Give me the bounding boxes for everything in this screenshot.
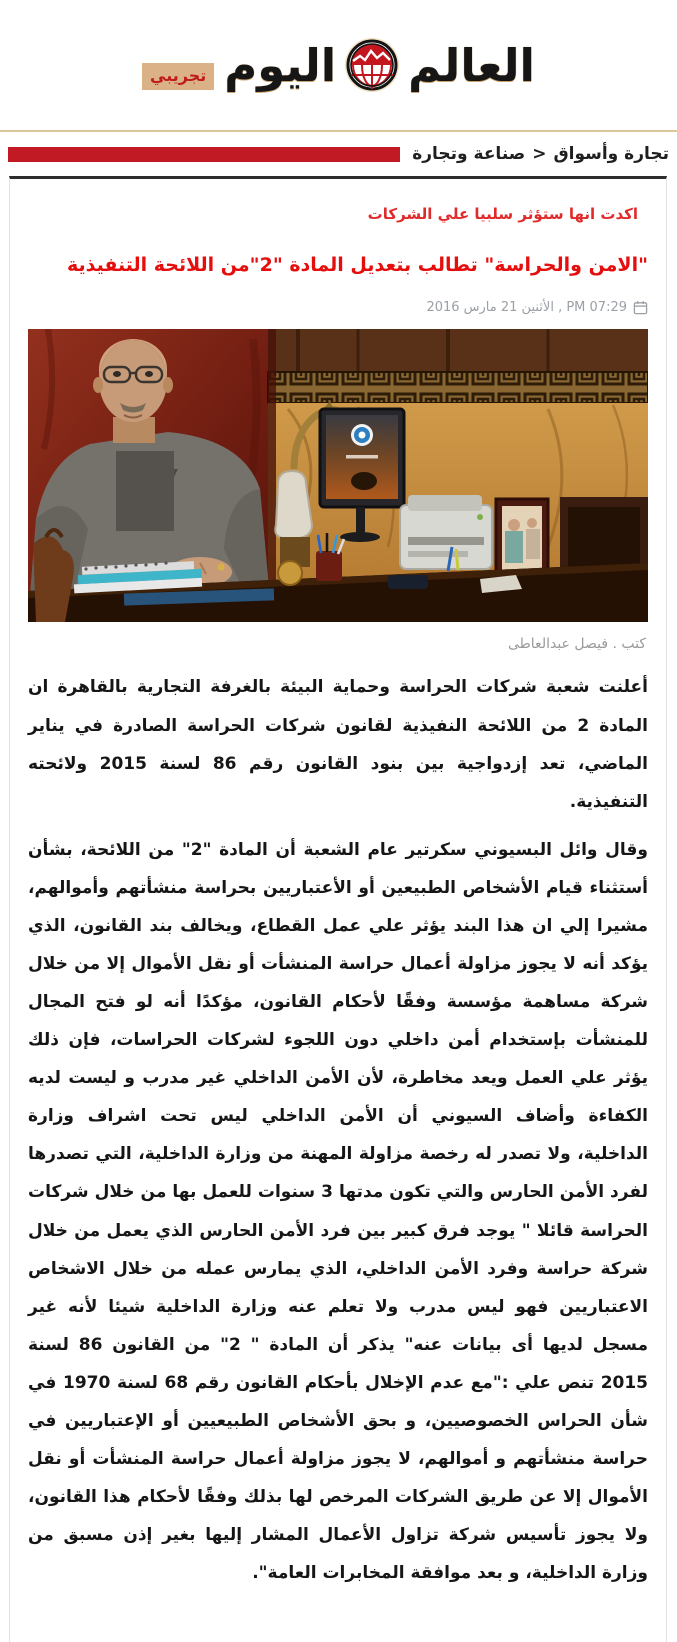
breadcrumb-parent[interactable]: تجارة وأسواق [553,144,669,164]
article-paragraph: وقال وائل البسيوني سكرتير عام الشعبة أن المادة "2" من اللائحة، بشأن أستثناء قيام الأشخاص الطبيعين أو الأعتباريين بحراسة منشأتهم وأموالهم، مشيرا إلي ان هذا البند يؤثر علي عمل القطاع، ويخالف بند القانون، الذي يؤكد أنه لا يجوز مزاولة أعمال حراسة المنشأت أو نقل الأموال إلا من خلال شركة مساهمة مؤسسة وفقًا لأحكام القانون، مؤكدًا أنه لو فتح المجال للمنشأت بإستخدام أمن داخلي دون اللجوء لشركات الحراسات، فإن ذلك يؤثر علي العمل ويعد مخاطرة، لأن الأمن الداخلي غير مدرب و ليست لديه الكفاءة وأضاف السيوني أن الأمن الداخلي ليس تحت اشراف وزارة الداخلية، ولا تصدر له رخصة مزاولة المهنة من وزارة الداخلية، التي تصدرها لفرد الأمن الحارس والتي تكون مدتها 3 سنوات للعمل بها من خلال شركات الحراسة قائلا " يوجد فرق كبير بين فرد الأمن الحارس الذي يعمل من خلال شركة حراسة وفرد الأمن الداخلي، الذي يمارس عمله من خلال الاشخاص الاعتباريين فهو ليس مدرب ولا تعلم عنه وزارة الداخلية شيئا لأنه غير مسجل لديها أى بيانات عنه" يذكر أن المادة " 2" من القانون 86 لسنة 2015 تنص علي :"مع عدم الإخلال بأحكام القانون رقم 68 لسنة 1970 في شأن الحراس الخصوصيين، و بحق الأشخاص الطبيعيين أو الإعتباريين في حراسة منشأتهم و أموالهم، لا يجوز مزاولة أعمال حراسة المنشأت أو نقل الأموال إلا عن طريق الشركات المرخص لها بذلك وفقًا لأحكام هذا القانون، ولا يجوز تأسيس شركة تزاول الأعمال المشار إليها بغير إذن مسبق من وزارة الداخلية، و بعد موافقة المخابرات العامة". [28,839,649,1584]
breadcrumb-separator: > [532,144,547,164]
article-paragraph: أعلنت شعبة شركات الحراسة وحماية البيئة بالغرفة التجارية بالقاهرة ان المادة 2 من اللائحة النفيذية لقانون شركات الحراسة الصادرة في يناير الماضي، تعد إزدواجية بين بنود القانون رقم 86 لسنة 2015 ولائحته التنفيذية. [28,677,649,812]
breadcrumb-text [412,144,669,164]
logo-word-right: العالم [408,38,535,92]
site-header [0,0,677,132]
article-photo [28,329,648,622]
article-headline: "الامن والحراسة" تطالب بتعديل المادة "2"من اللائحة التنفيذية [66,254,648,276]
calendar-icon [633,300,648,315]
logo-word-left: اليوم [224,38,337,92]
breadcrumb-child[interactable]: صناعة وتجارة [412,144,526,164]
article-datetime: PM 07:29 , الأثنين 21 مارس 2016 [426,300,627,316]
globe-icon [344,37,400,93]
photo-byline: كتب . فيصل عبدالعاطى [507,636,646,653]
breadcrumb [0,132,677,174]
site-logo[interactable] [142,37,535,93]
article-body [28,668,648,1592]
printer [400,495,492,569]
trial-badge: تجريبي [142,63,214,90]
article-container [9,176,667,1642]
breadcrumb-accent-bar [8,147,400,162]
article-date-row [28,300,648,315]
article-kicker: اكدت انها ستؤثر سلبيا علي الشركات [367,205,638,223]
